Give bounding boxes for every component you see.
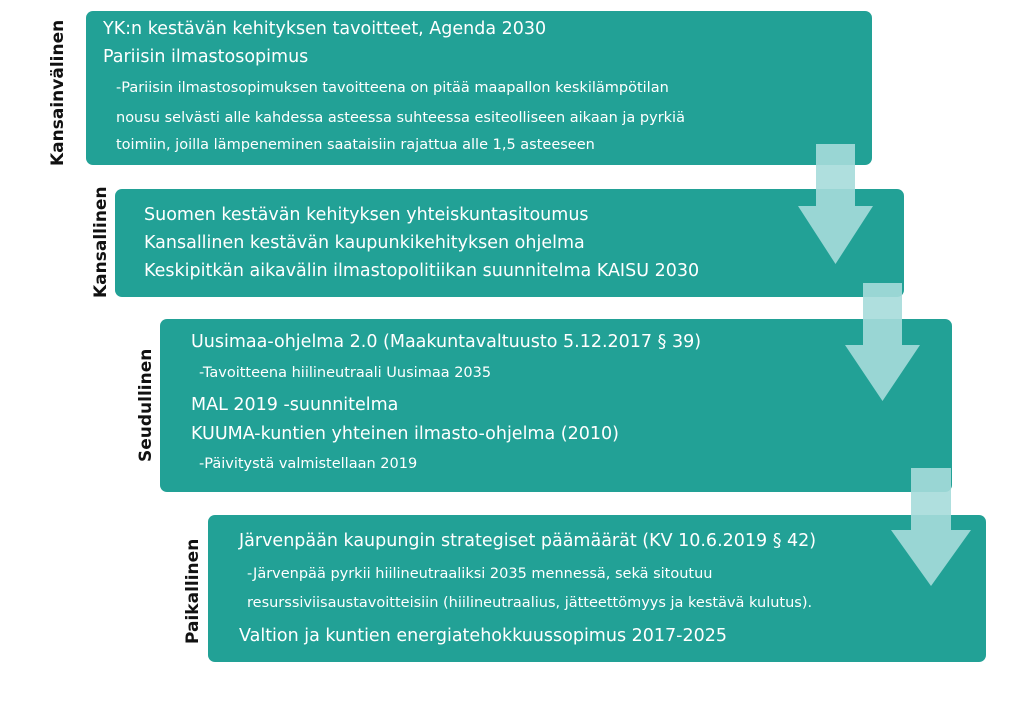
level-label-national: Kansallinen [91, 186, 111, 298]
down-arrow-icon [891, 468, 971, 586]
level-box-regional [160, 319, 952, 492]
level-line: YK:n kestävän kehityksen tavoitteet, Agenda 2030 [103, 19, 547, 39]
level-line: KUUMA-kuntien yhteinen ilmasto-ohjelma (2010) [191, 424, 619, 444]
level-box-national [115, 189, 904, 297]
down-arrow-icon [845, 283, 920, 401]
level-line: Suomen kestävän kehityksen yhteiskuntasitoumus [144, 205, 589, 225]
level-line: Uusimaa-ohjelma 2.0 (Maakuntavaltuusto 5.12.2017 § 39) [191, 332, 702, 352]
level-line: Valtion ja kuntien energiatehokkuussopimus 2017-2025 [239, 626, 728, 646]
level-line: Keskipitkän aikavälin ilmastopolitiikan suunnitelma KAISU 2030 [144, 261, 700, 281]
level-line: -Tavoitteena hiilineutraali Uusimaa 2035 [199, 365, 492, 381]
level-label-local: Paikallinen [183, 538, 203, 644]
level-line: -Päivitystä valmistellaan 2019 [199, 456, 418, 472]
level-line: MAL 2019 -suunnitelma [191, 395, 399, 415]
level-line: Järvenpään kaupungin strategiset päämäärät (KV 10.6.2019 § 42) [239, 531, 817, 551]
level-label-international: Kansainvälinen [48, 19, 68, 166]
level-box-local [208, 515, 986, 662]
level-label-regional: Seudullinen [136, 348, 156, 462]
level-line: -Järvenpää pyrkii hiilineutraaliksi 2035 mennessä, sekä sitoutuu [247, 566, 713, 582]
down-arrow-icon [798, 144, 873, 264]
level-line: nousu selvästi alle kahdessa asteessa suhteessa esiteolliseen aikaan ja pyrkiä [116, 110, 685, 126]
level-line: toimiin, joilla lämpeneminen saataisiin rajattua alle 1,5 asteeseen [116, 137, 595, 153]
level-line: Kansallinen kestävän kaupunkikehityksen ohjelma [144, 233, 585, 253]
level-box-international [86, 11, 872, 165]
level-line: Pariisin ilmastosopimus [103, 47, 309, 67]
level-line: resurssiviisaustavoitteisiin (hiilineutraalius, jätteettömyys ja kestävä kulutus). [247, 595, 813, 611]
level-line: -Pariisin ilmastosopimuksen tavoitteena on pitää maapallon keskilämpötilan [116, 80, 669, 96]
